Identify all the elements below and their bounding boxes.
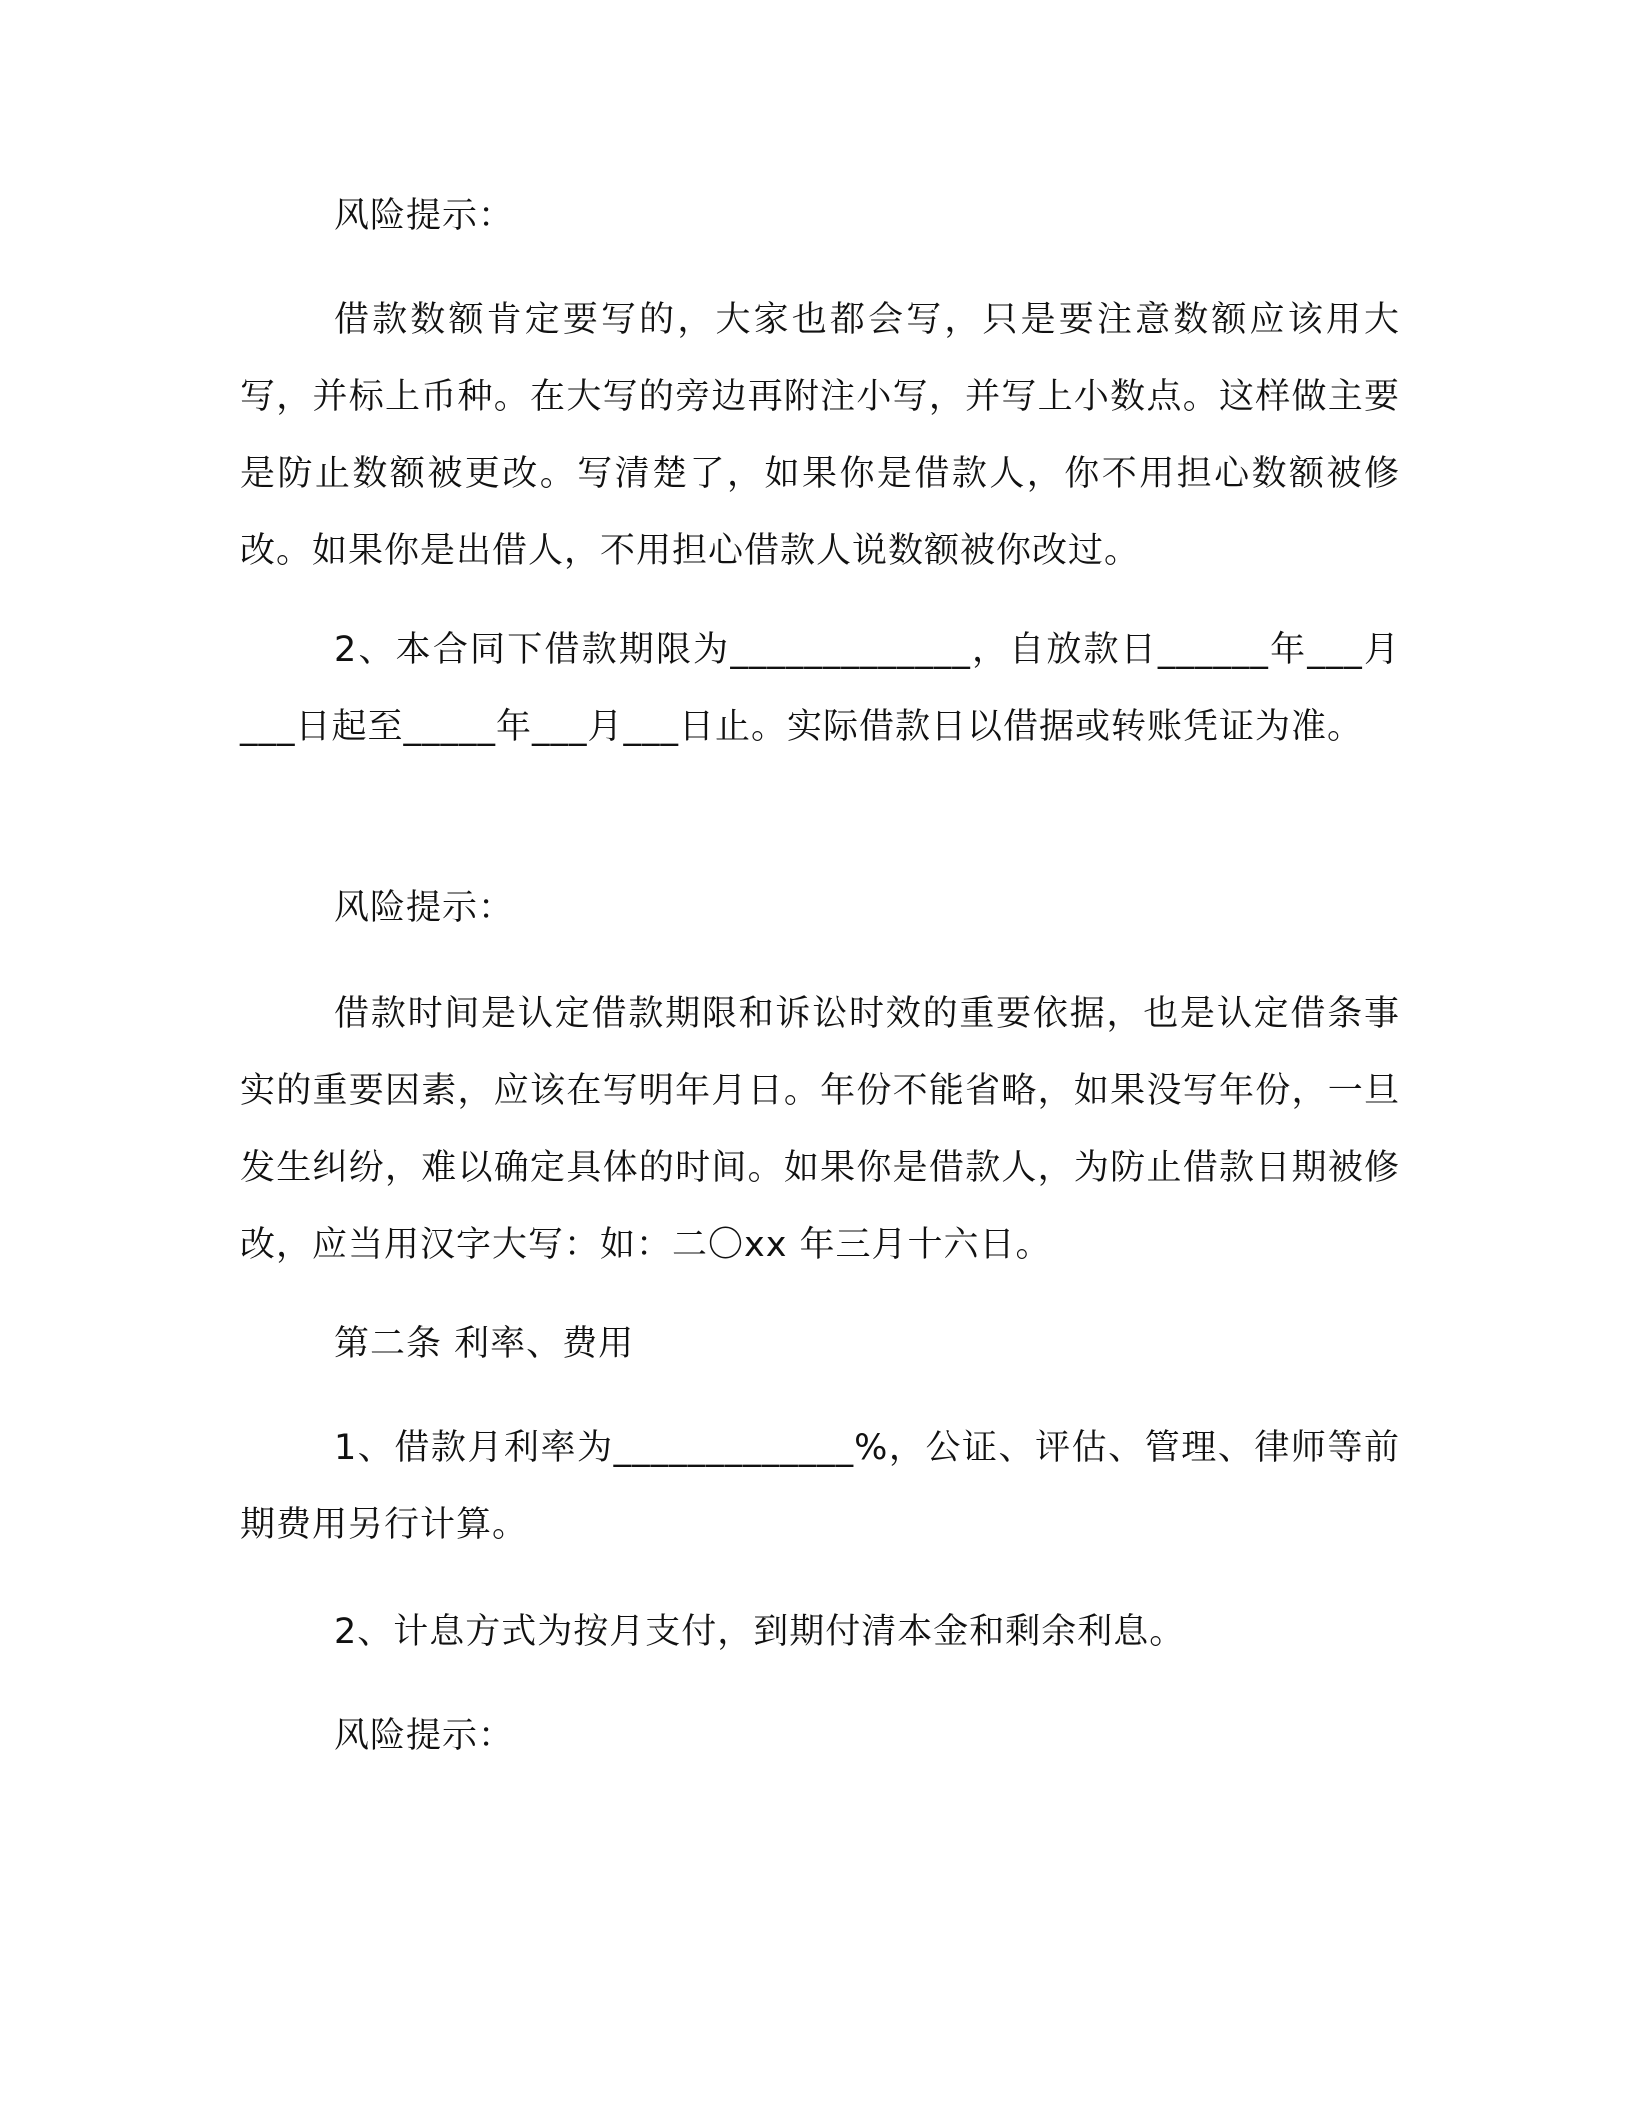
risk-notice-heading-2: 风险提示：	[334, 888, 515, 928]
paragraph-interest-method: 2、计息方式为按月支付，到期付清本金和剩余利息。	[334, 1612, 1186, 1652]
paragraph-loan-term: 2、本合同下借款期限为_____________，自放款日______年___月___日起至_____年___月___日止。实际借款日以借据或转账凭证为准。	[240, 630, 1400, 747]
risk-notice-heading-1: 风险提示：	[334, 196, 515, 236]
paragraph-interest-rate: 1、借款月利率为_____________%，公证、评估、管理、律师等前期费用另行计算。	[240, 1428, 1400, 1545]
paragraph-loan-amount: 借款数额肯定要写的，大家也都会写，只是要注意数额应该用大写，并标上币种。在大写的旁边再附注小写，并写上小数点。这样做主要是防止数额被更改。写清楚了，如果你是借款人，你不用担心数额被修改。如果你是出借人，不用担心借款人说数额被你改过。	[240, 300, 1400, 571]
paragraph-loan-time: 借款时间是认定借款期限和诉讼时效的重要依据，也是认定借条事实的重要因素，应该在写明年月日。年份不能省略，如果没写年份，一旦发生纠纷，难以确定具体的时间。如果你是借款人，为防止借款日期被修改，应当用汉字大写：如：二〇xx 年三月十六日。	[240, 994, 1400, 1265]
risk-notice-heading-3: 风险提示：	[334, 1716, 515, 1756]
article-two-heading: 第二条 利率、费用	[334, 1324, 635, 1364]
